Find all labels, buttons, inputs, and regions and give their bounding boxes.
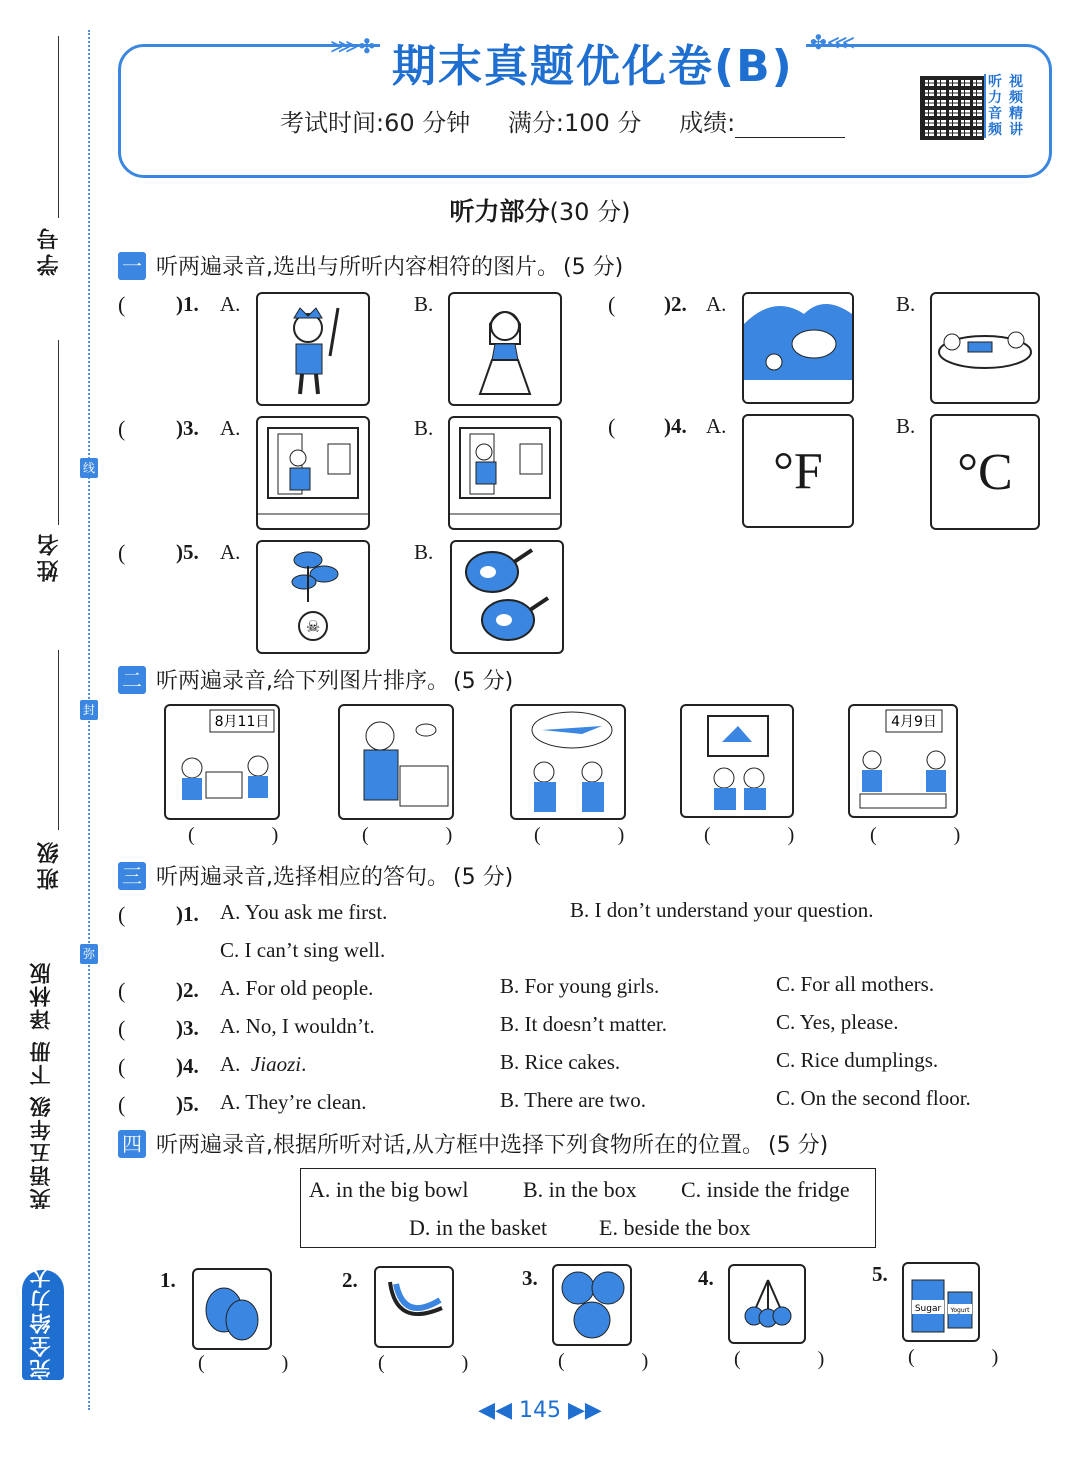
part4-instruction: 听两遍录音,根据所听对话,从方框中选择下列食物所在的位置。 (156, 1133, 764, 1158)
item-number: 3. (522, 1266, 538, 1290)
brand-edition: 译林版 (29, 961, 53, 1031)
choice-a: A. in the big bowl (309, 1177, 469, 1202)
ornament-left-icon: ⋙✤ (330, 34, 376, 58)
option-label: A. (220, 416, 241, 440)
class-label: 班级 (37, 838, 62, 890)
part1-number: 一 (118, 252, 146, 280)
answer-option-a[interactable]: A. You ask me first. (220, 900, 388, 924)
next-arrows-icon: ▶▶ (561, 1398, 602, 1423)
answer-option-a[interactable]: A. For old people. (220, 976, 374, 1000)
item-number: 4. (698, 1266, 714, 1290)
part2-heading (118, 664, 513, 695)
part3-number: 三 (118, 862, 146, 890)
score-label: 成绩: (679, 109, 736, 137)
part4-heading (118, 1128, 828, 1159)
question-number: )3. (176, 1016, 199, 1040)
answer-option-c[interactable]: C. For all mothers. (776, 972, 935, 996)
sugar-svg: Sugar (914, 1304, 942, 1314)
order-blank[interactable]: ( ) (534, 824, 661, 846)
item-number: 2. (342, 1268, 358, 1292)
qr-char: 精 (1009, 106, 1023, 122)
answer-option-a[interactable]: A. No, I wouldn’t. (220, 1014, 375, 1038)
choice-b: B. in the box (523, 1177, 637, 1202)
student-id-line (58, 36, 59, 218)
banana-picture[interactable] (374, 1266, 454, 1348)
question-number: )4. (664, 414, 687, 438)
question-number: )4. (176, 1054, 199, 1078)
option-label: A. (706, 414, 727, 438)
answer-option-a[interactable]: A. They’re clean. (220, 1090, 367, 1114)
brand-text (26, 940, 60, 1380)
dreaming-picture[interactable] (742, 292, 854, 404)
orange-picture[interactable] (552, 1264, 632, 1346)
answer-option-b[interactable]: B. Rice cakes. (500, 1050, 621, 1074)
choices-box (300, 1168, 876, 1248)
period: . (301, 1052, 307, 1076)
student-id-label: 学号 (37, 224, 62, 276)
name-label: 姓名 (37, 530, 62, 582)
mushroom-picture[interactable] (256, 540, 370, 654)
section-heading (0, 192, 1080, 228)
question-number: )5. (176, 1092, 199, 1116)
washing-dishes-picture[interactable] (338, 704, 454, 820)
section-title: 听力部分 (449, 197, 550, 226)
order-blank[interactable]: ( ) (188, 824, 315, 846)
seal-mark-close: 弥 (80, 944, 98, 964)
part3-heading (118, 860, 513, 891)
question-number: )1. (176, 902, 199, 926)
page-number (0, 1398, 1080, 1423)
order-blank[interactable]: ( ) (870, 824, 997, 846)
answer-bracket[interactable]: ( (118, 1016, 126, 1041)
answer-bracket[interactable]: ( (118, 902, 126, 927)
option-label: B. (414, 540, 434, 564)
question-number: )5. (176, 540, 199, 564)
qr-char: 频 (988, 122, 1002, 138)
answer-bracket[interactable]: ( (118, 292, 126, 317)
date2-svg: 4月9日 (891, 714, 937, 730)
answer-option-b[interactable]: B. It doesn’t matter. (500, 1012, 668, 1036)
question-number: )3. (176, 416, 199, 440)
brand-term: 下册 (29, 1039, 53, 1086)
option-label: A. (220, 292, 241, 316)
princess-picture[interactable] (448, 292, 562, 406)
answer-bracket[interactable]: ( (118, 540, 126, 565)
answer-bracket[interactable]: ( (118, 978, 126, 1003)
prev-arrows-icon: ◀◀ (478, 1398, 519, 1423)
full-score: 满分:100 分 (507, 109, 642, 137)
option-label: A. (220, 540, 241, 564)
class-line (58, 650, 59, 830)
qr-char: 讲 (1009, 122, 1023, 138)
fahrenheit-picture[interactable]: °F (742, 414, 854, 528)
part2-instruction: 听两遍录音,给下列图片排序。 (156, 669, 449, 694)
meat-picture[interactable] (450, 540, 564, 654)
option-letter: A. (220, 1052, 241, 1076)
part2-number: 二 (118, 666, 146, 694)
answer-option-a[interactable] (220, 1052, 306, 1077)
prince-picture[interactable] (256, 292, 370, 406)
part2-points: (5 分) (453, 669, 514, 694)
qr-char: 频 (1009, 90, 1023, 106)
qr-char: 音 (988, 106, 1002, 122)
page-title: 期末真题优化卷(B) (380, 30, 806, 94)
question-number: )1. (176, 292, 199, 316)
airplane-picture[interactable] (510, 704, 626, 820)
order-blank[interactable]: ( ) (704, 824, 831, 846)
exam-meta (280, 103, 875, 138)
answer-bracket[interactable]: ( (608, 292, 616, 317)
qr-char: 听 (988, 74, 1002, 90)
question-number: )2. (664, 292, 687, 316)
option-label: B. (896, 414, 916, 438)
brand-tab (22, 940, 64, 1380)
watching-tv-picture[interactable] (680, 704, 794, 818)
question-number: )2. (176, 978, 199, 1002)
ornament-right-icon: ✤⋘ (810, 30, 856, 54)
boarding-train-picture[interactable] (256, 416, 370, 530)
section-points: (30 分) (549, 198, 631, 226)
part1-instruction: 听两遍录音,选出与所听内容相符的图片。 (156, 255, 559, 280)
date1-svg: 8月11日 (214, 714, 270, 730)
family-dinner-picture[interactable] (848, 704, 958, 818)
seal-mark-seal: 封 (80, 700, 98, 720)
answer-option-b[interactable]: B. I don’t understand your question. (570, 898, 874, 922)
name-line (58, 340, 59, 525)
mango-picture[interactable] (192, 1268, 272, 1350)
answer-option-b[interactable]: B. For young girls. (500, 974, 660, 998)
seal-mark-line: 线 (80, 458, 98, 478)
brand-name-1: 完全 (29, 1334, 53, 1380)
brand-grade: 英语五年级 (29, 1094, 53, 1210)
answer-option-c[interactable]: C. Rice dumplings. (776, 1048, 939, 1072)
page-number-value: 145 (519, 1398, 561, 1423)
part1-points: (5 分) (563, 255, 624, 280)
sugar-yogurt-picture[interactable] (902, 1262, 980, 1342)
answer-bracket[interactable]: ( (118, 1092, 126, 1117)
answer-option-c[interactable]: C. On the second floor. (776, 1086, 971, 1110)
option-label: A. (706, 292, 727, 316)
sleeping-picture[interactable] (930, 292, 1040, 404)
brand-name-2: 给力大试卷 (29, 1219, 53, 1334)
part3-points: (5 分) (453, 865, 514, 890)
option-label: B. (896, 292, 916, 316)
answer-option-c[interactable]: C. I can’t sing well. (220, 938, 386, 962)
answer-bracket[interactable]: ( (608, 414, 616, 439)
part1-heading (118, 250, 623, 281)
position-blank[interactable]: ( ) (734, 1348, 861, 1370)
choice-c: C. inside the fridge (681, 1177, 850, 1202)
position-blank[interactable]: ( ) (378, 1352, 505, 1374)
item-number: 1. (160, 1268, 176, 1292)
celsius-picture[interactable]: °C (930, 414, 1040, 530)
birthday-party-picture[interactable] (164, 704, 280, 820)
score-field[interactable] (735, 115, 845, 138)
part4-number: 四 (118, 1130, 146, 1158)
cut-line (88, 30, 90, 1410)
answer-bracket[interactable]: ( (118, 416, 126, 441)
position-blank[interactable]: ( ) (198, 1352, 325, 1374)
answer-option-b[interactable]: B. There are two. (500, 1088, 646, 1112)
choice-d: D. in the basket (409, 1215, 548, 1240)
qr-code-icon[interactable] (920, 76, 984, 140)
item-number: 5. (872, 1262, 888, 1286)
yogurt-svg: Yogurt (950, 1307, 970, 1314)
answer-option-c[interactable]: C. Yes, please. (776, 1010, 899, 1034)
exam-time: 考试时间:60 分钟 (280, 109, 471, 137)
cherry-picture[interactable] (728, 1264, 806, 1344)
jiaozi-word: Jiaozi (250, 1052, 302, 1076)
answer-bracket[interactable]: ( (118, 1054, 126, 1079)
leaving-train-picture[interactable] (448, 416, 562, 530)
svg-text:☠: ☠ (305, 617, 321, 636)
qr-caption (984, 74, 1030, 138)
part3-instruction: 听两遍录音,选择相应的答句。 (156, 865, 449, 890)
qr-char: 力 (988, 90, 1002, 106)
position-blank[interactable]: ( ) (558, 1350, 685, 1372)
qr-char: 视 (1009, 74, 1023, 90)
part4-points: (5 分) (768, 1133, 829, 1158)
option-label: B. (414, 292, 434, 316)
option-label: B. (414, 416, 434, 440)
order-blank[interactable]: ( ) (362, 824, 489, 846)
choice-e: E. beside the box (599, 1215, 751, 1240)
position-blank[interactable]: ( ) (908, 1346, 1035, 1368)
